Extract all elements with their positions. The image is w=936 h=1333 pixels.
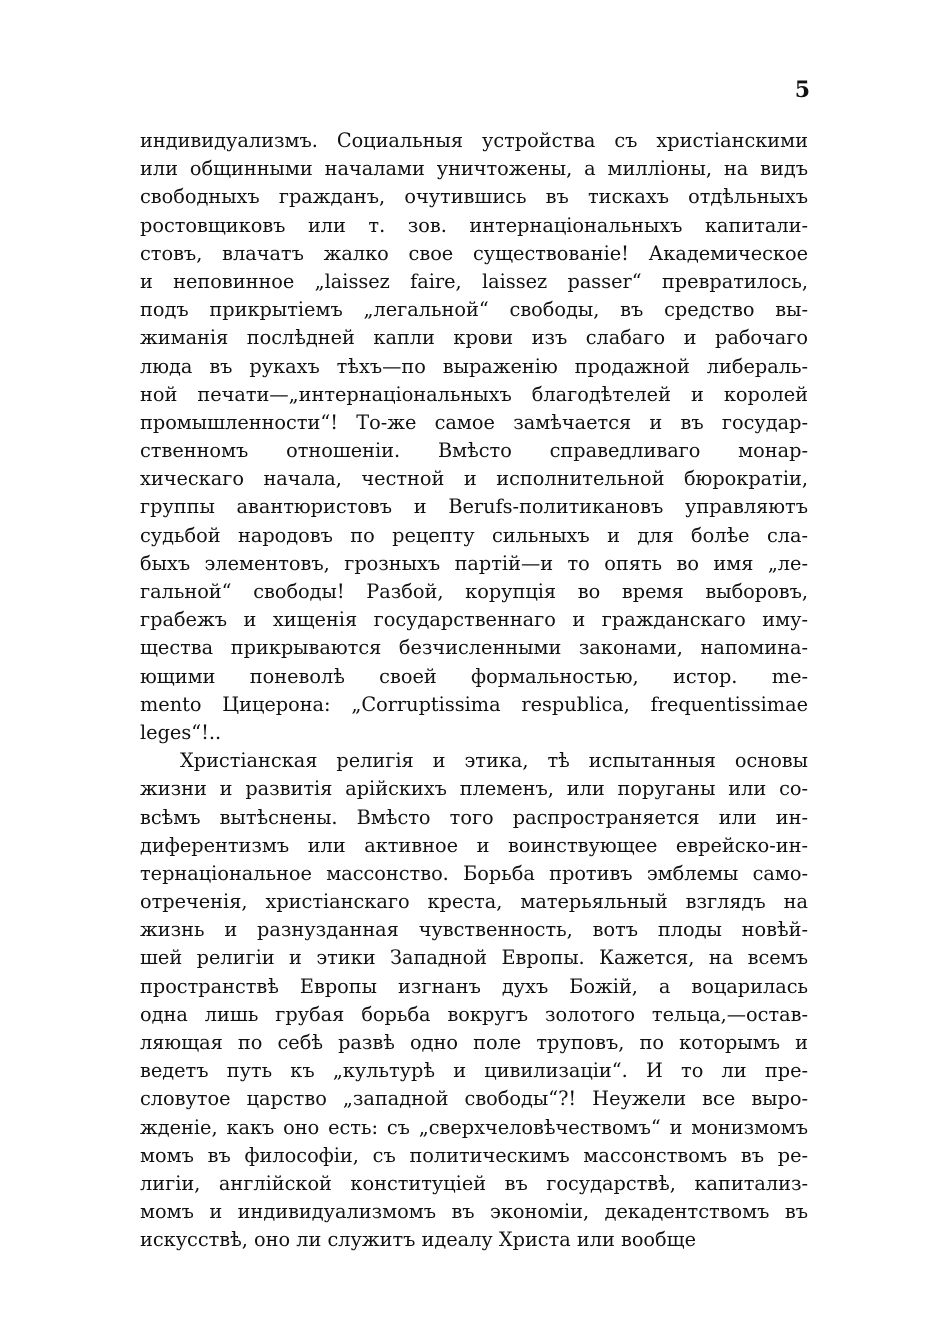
text-line: свободныхъ гражданъ, очутившись въ тискахъ отдѣльныхъ: [140, 185, 808, 209]
text-line: leges“!..: [140, 720, 222, 744]
text-line: стовъ, влачатъ жалко свое существованіе! Академическое: [140, 241, 808, 265]
text-line: промышленности“! То-же самое замѣчается и въ государ-: [140, 410, 808, 434]
text-line: момъ и индивидуализмомъ въ экономіи, декадентствомъ въ: [140, 1200, 808, 1224]
text-line: шей религіи и этики Западной Европы. Кажется, на всемъ: [140, 946, 808, 970]
text-line: хическаго начала, честной и исполнительной бюрократіи,: [140, 467, 808, 491]
text-line: тернаціональное массонство. Борьба противъ эмблемы само-: [140, 861, 808, 885]
text-line: ющими поневолѣ своей формальностью, истор. me-: [140, 664, 808, 688]
text-line: судьбой народовъ по рецепту сильныхъ и для болѣе сла-: [140, 523, 808, 547]
text-line: всѣмъ вытѣснены. Вмѣсто того распространяется или ин-: [140, 805, 808, 829]
text-line: жиманія послѣдней капли крови изъ слабаго и рабочаго: [140, 326, 808, 350]
text-line: щества прикрываются безчисленными законами, напомина-: [140, 636, 808, 660]
text-line: или общинными началами уничтожены, а милліоны, на видъ: [140, 157, 808, 181]
text-line: искусствѣ, оно ли служитъ идеалу Христа или вообще: [140, 1228, 696, 1252]
text-line: mento Цицерона: „Corruptissima respublica, frequentissimae: [140, 692, 808, 716]
page-number: 5: [794, 77, 810, 103]
text-line: словутое царство „западной свободы“?! Неужели все выро-: [140, 1087, 808, 1111]
text-line: и неповинное „laissez faire, laissez passer“ превратилось,: [140, 269, 808, 293]
text-line: ведетъ путь къ „культурѣ и цивилизаціи“. И то ли пре-: [140, 1059, 808, 1083]
text-line: индивидуализмъ. Социальныя устройства съ христіанскими: [140, 129, 808, 152]
text-line: грабежъ и хищенія государственнаго и гражданскаго иму-: [140, 608, 808, 632]
text-line: жденіе, какъ оно есть: съ „сверхчеловѣчествомъ“ и монизмомъ: [140, 1115, 808, 1139]
text-line: жизни и развитія арійскихъ племенъ, или поруганы или со-: [140, 777, 808, 801]
text-line: ляющая по себѣ развѣ одно поле труповъ, по которымъ и: [140, 1031, 808, 1054]
body-text: [140, 127, 808, 1255]
text-line: отреченія, христіанскаго креста, матерьяльный взглядъ на: [140, 890, 808, 914]
text-line: подъ прикрытіемъ „легальной“ свободы, въ средство вы-: [140, 298, 808, 322]
text-line: ростовщиковъ или т. зов. интернаціональныхъ капитали-: [140, 213, 808, 237]
text-line: гальной“ свободы! Разбой, корупція во время выборовъ,: [140, 580, 808, 603]
text-line: ной печати—„интернаціональныхъ благодѣтелей и королей: [140, 382, 808, 406]
paragraph-1: [140, 127, 808, 747]
text-line: пространствѣ Европы изгнанъ духъ Божій, а воцарилась: [140, 974, 808, 998]
text-line: диферентизмъ или активное и воинствующее еврейско-ин-: [140, 833, 808, 857]
text-line: жизнь и разнузданная чувственность, вотъ плоды новѣй-: [140, 918, 808, 942]
text-line: момъ въ философіи, съ политическимъ массонствомъ въ ре-: [140, 1143, 808, 1167]
text-line: быхъ элементовъ, грозныхъ партій—и то опять во имя „ле-: [140, 551, 808, 575]
paragraph-2: [140, 747, 808, 1254]
text-line: ственномъ отношеніи. Вмѣсто справедливаго монар-: [140, 439, 808, 463]
text-line: Христіанская религія и этика, тѣ испытанныя основы: [180, 749, 808, 773]
text-line: группы авантюристовъ и Berufs-политикановъ управляютъ: [140, 495, 808, 519]
text-line: одна лишь грубая борьба вокругъ золотого тельца,—остав-: [140, 1002, 808, 1026]
text-line: люда въ рукахъ тѣхъ—по выраженію продажной либераль-: [140, 354, 808, 378]
text-line: лигіи, англійской конституціей въ государствѣ, капитализ-: [140, 1171, 808, 1195]
